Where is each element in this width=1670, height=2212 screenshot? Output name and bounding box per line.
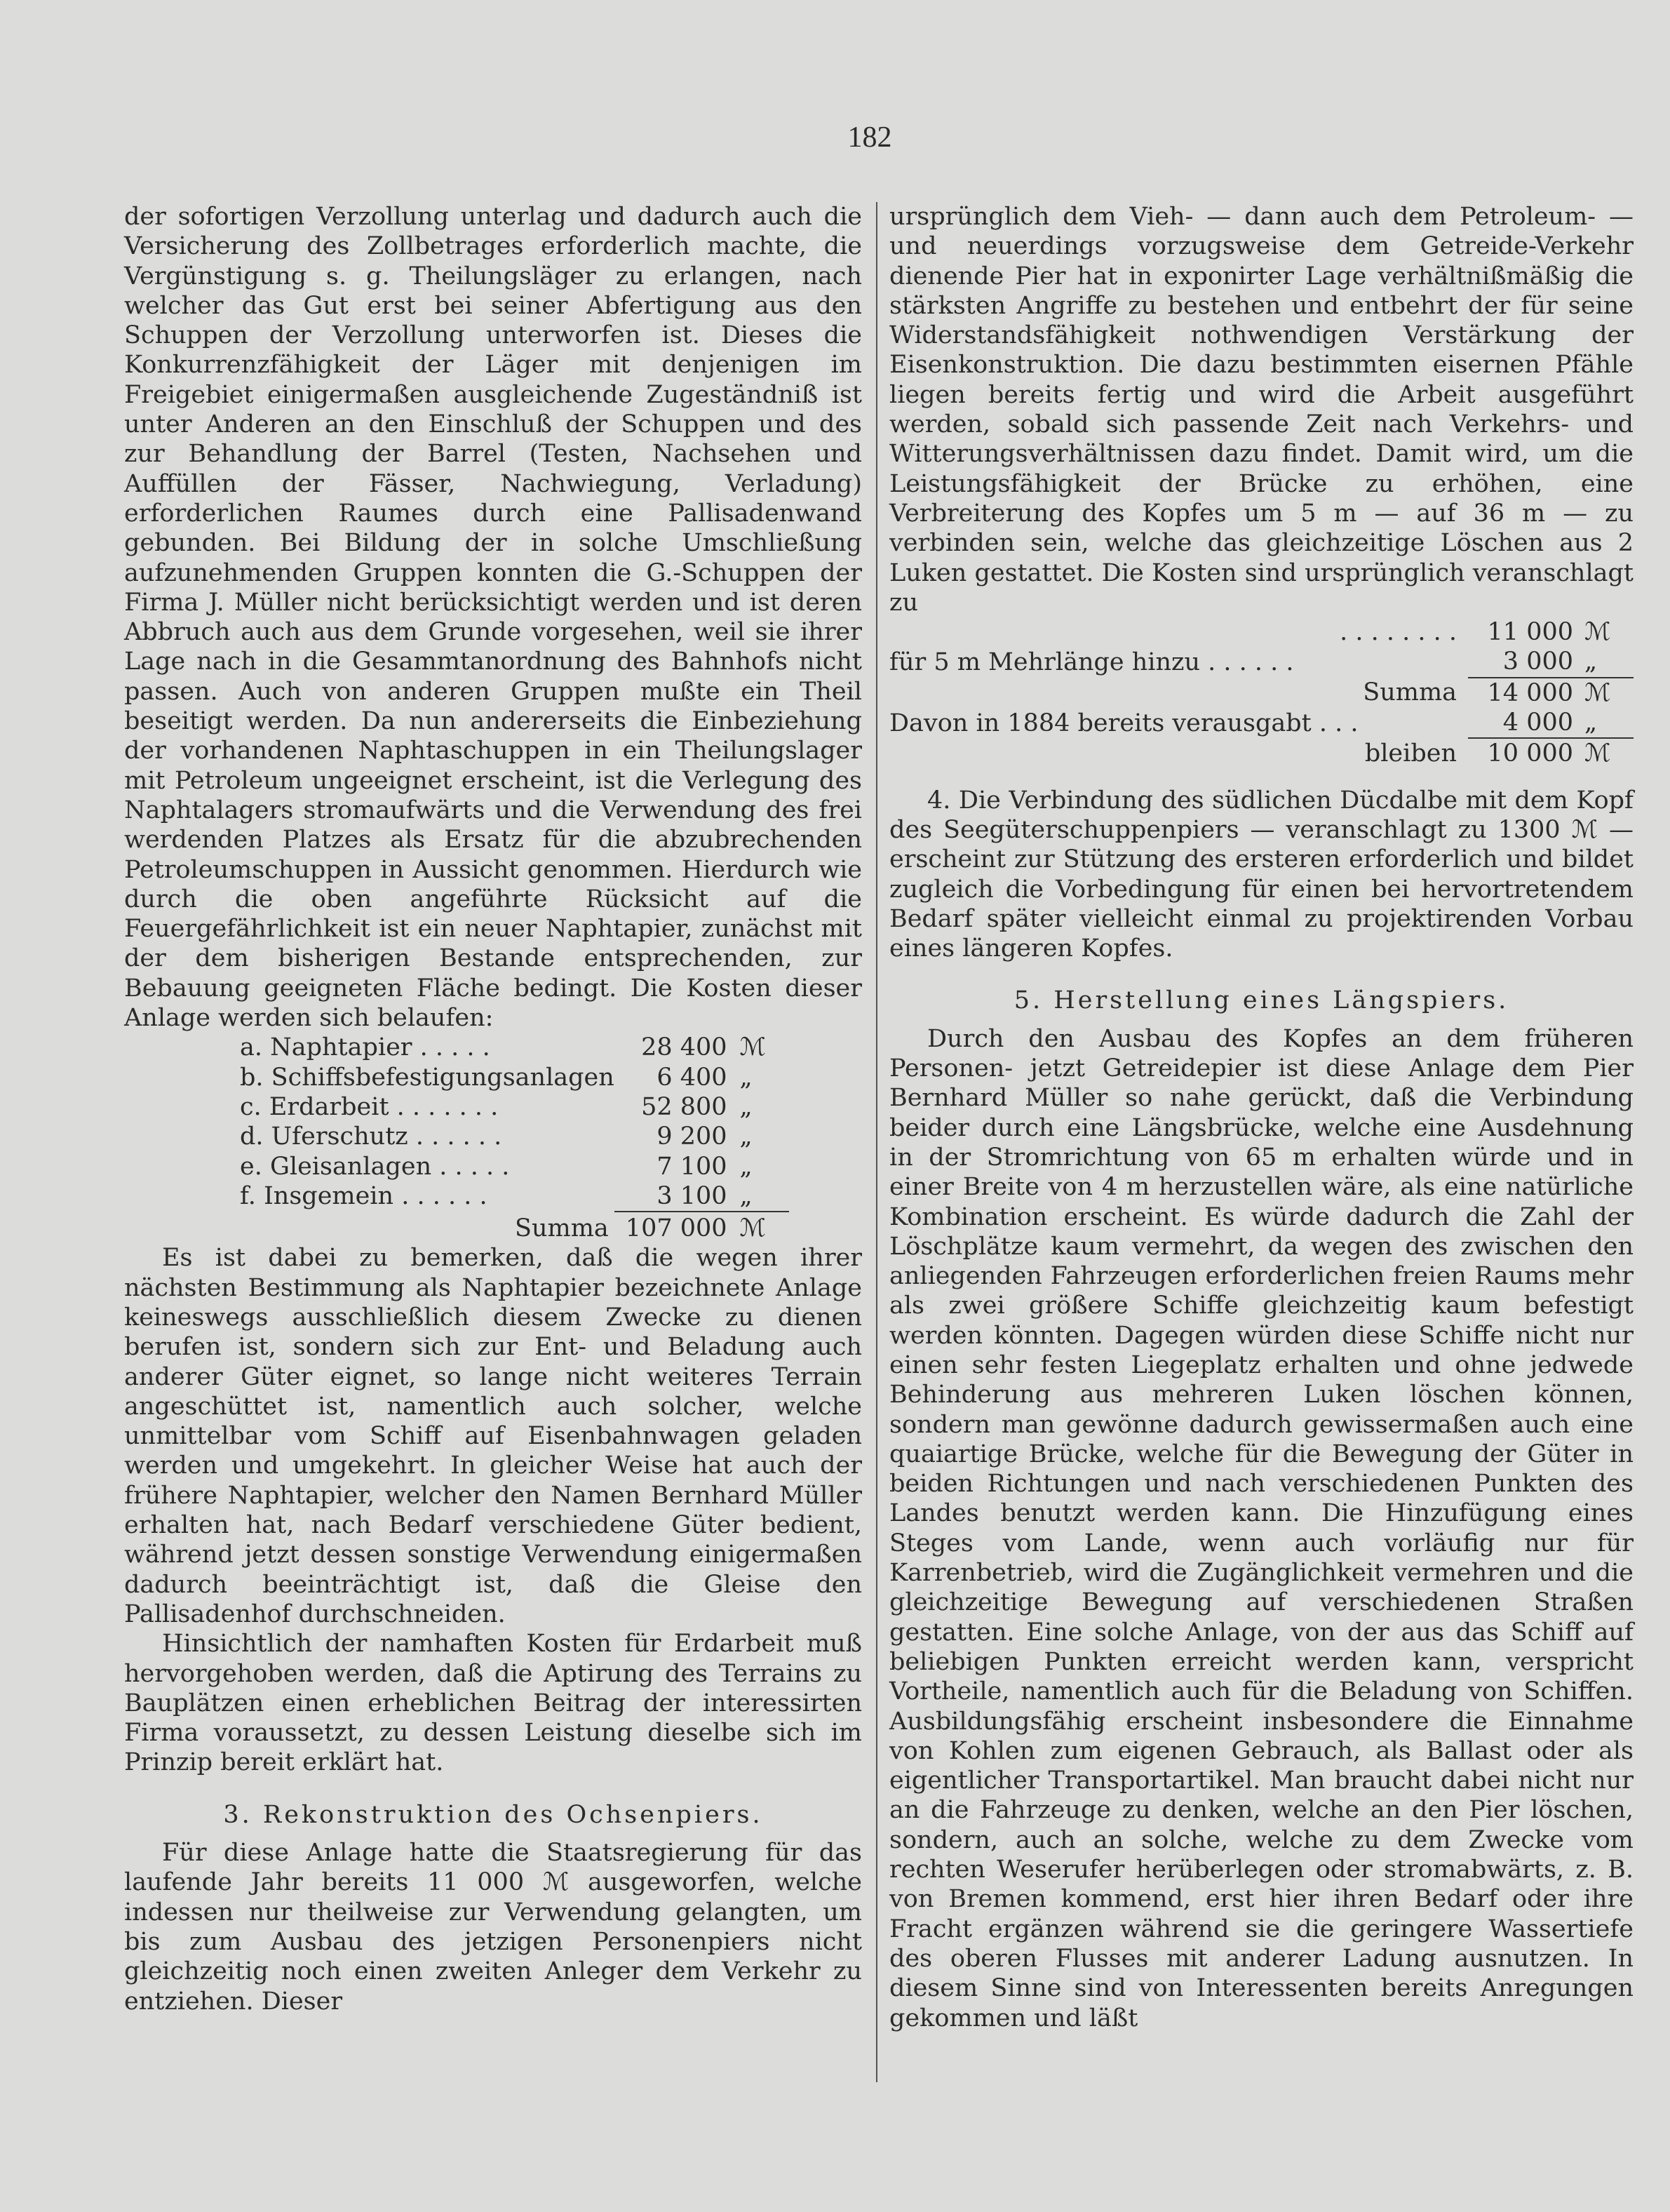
cost-unit: „ xyxy=(739,1181,753,1210)
cost-unit: „ xyxy=(1584,648,1598,676)
cost-value: 4 000 xyxy=(1502,709,1573,737)
cost-row xyxy=(240,1152,789,1181)
cost-row xyxy=(889,647,1634,677)
cost-total-row xyxy=(889,678,1634,708)
cost-total-unit: ℳ xyxy=(727,1212,789,1243)
cost-value: 3 100 xyxy=(656,1181,727,1210)
cost-label: b. Schiffsbefestigungsanlagen xyxy=(240,1063,614,1092)
cost-total-label: Summa xyxy=(515,1214,609,1242)
cost-row xyxy=(240,1092,789,1122)
cost-unit: „ xyxy=(739,1063,753,1092)
left-paragraph-4: Für diese Anlage hatte die Staatsregierung für das laufende Jahr bereits 11 000 ℳ ausgeworfen, welche indessen nur theilweise zur Verwendung gelangten, um bis zum Ausbau des jetzigen Personenpiers nicht gleichzeitig noch einen zweiten Anleger dem Verkehr zu entziehen. Dieser xyxy=(124,1839,862,2016)
left-paragraph-1: der sofortigen Verzollung unterlag und dadurch auch die Versicherung des Zollbetrages erforderlich machte, die Vergünstigung s. g. Theilungsläger zu erlangen, nach welcher das Gut erst bei seiner Abfertigung aus den Schuppen der Verzollung unterworfen ist. Dieses die Konkurrenzfähigkeit der Läger mit denjenigen im Freigebiet einigermaßen ausgleichende Zugeständniß ist unter Anderen an den Einschluß der Schuppen und des zur Behandlung der Barrel (Testen, Nachsehen und Auffüllen der Fässer, Nachwiegung, Verladung) erforderlichen Raumes durch eine Pallisadenwand gebunden. Bei Bildung der in solche Umschließung aufzunehmenden Gruppen konnten die G.-Schuppen der Firma J. Müller nicht berücksichtigt werden und ist deren Abbruch auch aus dem Grunde vorgesehen, weil sie ihrer Lage nach in die Gesammtanordnung des Bahnhofs nicht passen. Auch von anderen Gruppen mußte ein Theil beseitigt werden. Da nun andererseits die Einbeziehung der vorhandenen Naphtaschuppen in ein Theilungslager mit Petroleum ungeeignet erscheint, ist die Verlegung des Naphtalagers stromaufwärts und die Verwendung des frei werdenden Platzes als Ersatz für die abzubrechenden Petroleumschuppen in Aussicht genommen. Hierdurch wie durch die oben angeführte Rücksicht auf die Feuergefährlichkeit ist ein neuer Naphtapier, zunächst mit der dem bisherigen Bestande entsprechenden, zur Bebauung geeigneten Fläche bedingt. Die Kosten dieser Anlage werden sich belaufen: xyxy=(124,203,862,1033)
right-paragraph-1-text: ursprünglich dem Vieh- — dann auch dem Petroleum- — und neuerdings vorzugsweise dem Getreide-Verkehr dienende Pier hat in exponirter Lage verhältnißmäßig die stärksten Angriffe zu bestehen und entbehrt der für seine Widerstandsfähigkeit nothwendigen Verstärkung der Eisenkonstruktion. Die dazu bestimmten eisernen Pfähle liegen bereits fertig und wird die Arbeit ausgeführt werden, sobald sich passende Zeit nach Verkehrs- und Witterungsverhältnissen dazu findet. Damit wird, um die Leistungsfähigkeit der Brücke zu erhöhen, eine Verbreiterung des Kopfes um 5 m — auf 36 m — zu verbinden sein, welche das gleichzeitige Löschen aus 2 Luken gestattet. Die Kosten sind ursprünglich veranschlagt zu xyxy=(889,203,1634,617)
cost-label: c. Erdarbeit . . . . . . . xyxy=(240,1092,499,1121)
cost-value: 11 000 xyxy=(1487,618,1573,647)
cost-table-naphtapier xyxy=(240,1033,789,1243)
cost-remainder-unit: ℳ xyxy=(1573,738,1634,768)
section-heading-5: 5. Herstellung eines Längspiers. xyxy=(1014,986,1509,1015)
cost-row xyxy=(889,617,1634,647)
cost-total-value: 107 000 xyxy=(614,1212,727,1243)
page-number: 182 xyxy=(847,121,892,154)
cost-label: a. Naphtapier . . . . . xyxy=(240,1033,490,1062)
cost-row xyxy=(240,1122,789,1151)
cost-value: 9 200 xyxy=(656,1122,727,1151)
cost-row xyxy=(240,1033,789,1062)
left-column xyxy=(124,202,862,2016)
cost-unit: „ xyxy=(739,1152,753,1181)
cost-total-label: Summa xyxy=(1363,678,1457,707)
section-heading-3: 3. Rekonstruktion des Ochsenpiers. xyxy=(223,1800,763,1829)
cost-remainder-value: 10 000 xyxy=(1468,738,1573,768)
cost-value: 7 100 xyxy=(656,1152,727,1181)
cost-total-unit: ℳ xyxy=(1573,678,1634,708)
cost-remainder-label: bleiben xyxy=(1364,739,1457,768)
right-paragraph-3: Durch den Ausbau des Kopfes an dem früheren Personen- jetzt Getreidepier ist diese Anlage dem Pier Bernhard Müller so nahe gerückt, daß die Verbindung beider durch eine Längsbrücke, welche eine Ausdehnung in der Stromrichtung von 65 m erhalten würde und in einer Breite von 4 m herzustellen wäre, als eine natürliche Kombination erscheint. Es würde dadurch die Zahl der Löschplätze kaum vermehrt, da wegen des zwischen den anliegenden Fahrzeugen erforderlichen freien Raums mehr als zwei größere Schiffe gleichzeitig kaum befestigt werden könnten. Dagegen würden diese Schiffe nicht nur einen sehr festen Liegeplatz erhalten und ohne jedwede Behinderung aus mehreren Luken löschen können, sondern man gewönne dadurch gewissermaßen auch eine quaiartige Brücke, welche für die Bewegung der Güter in beiden Richtungen und nach verschiedenen Punkten des Landes benutzt werden kann. Die Hinzufügung eines Steges vom Lande, wenn auch vorläufig nur für Karrenbetrieb, wird die Zugänglichkeit vermehren und die gleichzeitige Bewegung auf verschiedenen Straßen gestatten. Eine solche Anlage, von der aus das Schiff auf beliebigen Punkten erreicht werden kann, verspricht Vortheile, namentlich auch für die Beladung von Schiffen. Ausbildungsfähig erscheint insbesondere die Einnahme von Kohlen zum eigenen Gebrauch, als Ballast oder als eigentlicher Transportartikel. Man braucht dabei nicht nur an die Fahrzeuge zu denken, welche an den Pier löschen, sondern, auch an solche, welche zu dem Zwecke vom rechten Weserufer herüberlegen oder stromabwärts, z. B. von Bremen kommend, erst hier ihren Bedarf oder ihre Fracht ergänzen während sie die geringere Wassertiefe des oberen Flusses mit anderer Ladung ausnutzen. In diesem Sinne sind von Interessenten bereits Anregungen gekommen und läßt xyxy=(889,1024,1634,2032)
left-paragraph-2: Es ist dabei zu bemerken, daß die wegen ihrer nächsten Bestimmung als Naphtapier bezeichnete Anlage keineswegs ausschließlich diesem Zwecke zu dienen berufen ist, sondern sich zur Ent- und Beladung auch anderer Güter eignet, so lange nicht weiteres Terrain angeschüttet ist, namentlich auch solcher, welche unmittelbar vom Schiff auf Eisenbahnwagen geladen werden und umgekehrt. In gleicher Weise hat auch der frühere Naphtapier, welcher den Namen Bernhard Müller erhalten hat, nach Bedarf verschiedene Güter bedient, während jetzt dessen sonstige Verwendung einigermaßen dadurch beeinträchtigt ist, daß die Gleise den Pallisadenhof durchschneiden. xyxy=(124,1244,862,1628)
right-paragraph-2: 4. Die Verbindung des südlichen Dücdalbe mit dem Kopf des Seegüterschuppenpiers — veranschlagt zu 1300 ℳ — erscheint zur Stützung des ersteren erforderlich und bildet zugleich die Vorbedingung für einen bei hervortretendem Bedarf später vielleicht einmal zu projektirenden Vorbau eines längeren Kopfes. xyxy=(889,786,1634,963)
cost-label: f. Insgemein . . . . . . xyxy=(240,1182,487,1211)
cost-label: für 5 m Mehrlänge hinzu . . . . . . xyxy=(889,648,1294,676)
cost-unit: ℳ xyxy=(739,1033,766,1062)
cost-value: 6 400 xyxy=(656,1063,727,1092)
cost-value: 52 800 xyxy=(641,1092,727,1121)
cost-remainder-row xyxy=(889,738,1634,768)
cost-label: e. Gleisanlagen . . . . . xyxy=(240,1152,510,1181)
cost-total-value: 14 000 xyxy=(1468,678,1573,708)
cost-table-ochsenpier xyxy=(889,617,1634,768)
cost-row xyxy=(889,708,1634,738)
cost-unit: „ xyxy=(739,1122,753,1151)
cost-unit: ℳ xyxy=(1584,618,1611,647)
cost-label: Davon in 1884 bereits verausgabt . . . xyxy=(889,709,1359,737)
cost-unit: „ xyxy=(1584,709,1598,737)
cost-label: d. Uferschutz . . . . . . xyxy=(240,1122,502,1151)
cost-row xyxy=(240,1063,789,1092)
cost-value: 3 000 xyxy=(1502,648,1573,676)
cost-value: 28 400 xyxy=(641,1033,727,1062)
column-divider xyxy=(876,202,877,2082)
right-column xyxy=(889,202,1634,2033)
right-paragraph-1 xyxy=(889,202,1634,617)
cost-dots: . . . . . . . . xyxy=(1340,618,1457,647)
cost-row xyxy=(240,1181,789,1212)
cost-unit: „ xyxy=(739,1092,753,1121)
left-paragraph-3: Hinsichtlich der namhaften Kosten für Erdarbeit muß hervorgehoben werden, daß die Aptirung des Terrains zu Bauplätzen einen erheblichen Beitrag der interessirten Firma voraussetzt, zu dessen Leistung dieselbe sich im Prinzip bereit erklärt hat. xyxy=(124,1630,862,1777)
cost-total-row xyxy=(240,1212,789,1243)
